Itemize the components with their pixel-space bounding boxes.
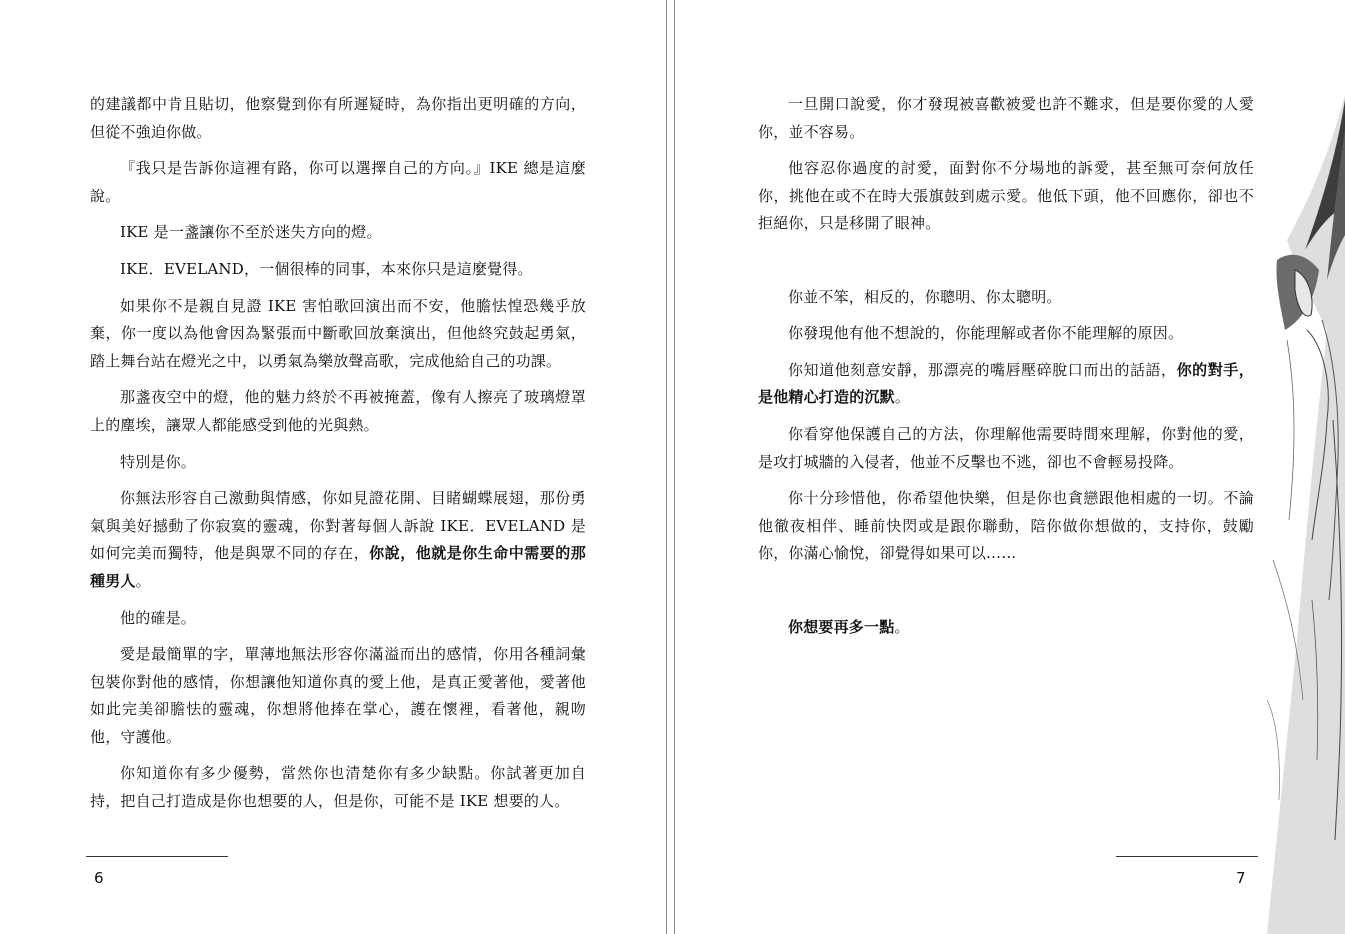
- text-run: 他的確是。: [120, 608, 197, 627]
- paragraph: [90, 384, 586, 439]
- paragraph: [90, 485, 586, 595]
- paragraph: [90, 760, 586, 815]
- left-page: [0, 0, 666, 934]
- text-run: 。: [135, 571, 151, 590]
- text-run: 。: [894, 617, 910, 636]
- paragraph: [90, 293, 586, 376]
- text-run: 特別是你。: [120, 452, 197, 471]
- paragraph-spacer: [758, 247, 1254, 284]
- paragraph-spacer: [758, 577, 1254, 614]
- illustration-hair-art: [1267, 0, 1345, 934]
- text-run: 那盞夜空中的燈，他的魅力終於不再被掩蓋，像有人擦亮了玻璃燈罩上的塵埃，讓眾人都能感受到他的光與熱。: [90, 388, 586, 434]
- paragraph: [90, 256, 586, 284]
- text-run: 你發現他有他不想說的，你能理解或者你不能理解的原因。: [788, 324, 1184, 343]
- text-run: 一旦開口說愛，你才發現被喜歡被愛也許不難求，但是要你愛的人愛你，並不容易。: [758, 95, 1254, 141]
- text-run: 你知道你有多少優勢，當然你也清楚你有多少缺點。你試著更加自持，把自己打造成是你也想要的人，但是你，可能不是 IKE 想要的人。: [90, 764, 586, 811]
- page-number: 6: [94, 869, 104, 887]
- bold-phrase: 你說，他就是你生命中需要的那種男人: [90, 544, 586, 590]
- paragraph: [90, 155, 586, 210]
- text-run: 。: [894, 388, 911, 407]
- paragraph: [758, 357, 1254, 412]
- paragraph: [758, 320, 1254, 348]
- text-run: 你並不笨，相反的，你聰明、你太聰明。: [788, 287, 1062, 306]
- paragraph: [758, 421, 1254, 476]
- text-run: IKE 是一盞讓你不至於迷失方向的燈。: [120, 223, 382, 242]
- text-run: 你知道他刻意安靜，那漂亮的嘴唇壓碎脫口而出的話語，: [788, 360, 1177, 379]
- text-run: 他容忍你過度的討愛，面對你不分場地的訴愛，甚至無可奈何放任你，挑他在或不在時大張旗鼓到處示愛。他低下頭，他不回應你，卻也不拒絕你，只是移開了眼神。: [758, 159, 1254, 233]
- paragraph: [758, 485, 1254, 568]
- bold-phrase: 你想要再多一點: [788, 617, 895, 636]
- paragraph: [758, 614, 1254, 642]
- text-run: 『我只是告訴你這裡有路，你可以選擇自己的方向。』IKE 總是這麼說。: [90, 159, 586, 205]
- right-page: [675, 0, 1345, 934]
- paragraph: [90, 449, 586, 477]
- paragraph: [90, 605, 586, 633]
- bold-phrase: 你的對手，是他精心打造的沉默: [758, 360, 1254, 407]
- footer-rule: [1116, 856, 1258, 857]
- right-page-text: [758, 91, 1254, 650]
- book-gutter: [666, 0, 675, 934]
- paragraph: [90, 91, 586, 146]
- paragraph: [758, 284, 1254, 312]
- text-run: IKE．EVELAND，一個很棒的同事，本來你只是這麼覺得。: [120, 259, 533, 278]
- text-run: 你無法形容自己激動與情感，你如見證花開、目睹蝴蝶展翅，那份勇氣與美好撼動了你寂寞的靈魂，你對著每個人訴說 IKE．EVELAND 是如何完美而獨特，他是與眾不同的存在，: [90, 489, 586, 563]
- paragraph: [758, 91, 1254, 146]
- text-run: 你十分珍惜他，你希望他快樂，但是你也貪戀跟他相處的一切。不論他徹夜相伴、睡前快閃或是跟你聯動，陪你做你想做的，支持你，鼓勵你，你滿心愉悅，卻覺得如果可以……: [758, 489, 1254, 563]
- text-run: 的建議都中肯且貼切，他察覺到你有所遲疑時，為你指出更明確的方向，但從不強迫你做。: [90, 95, 586, 141]
- left-page-text: [90, 91, 586, 825]
- text-run: 愛是最簡單的字，單薄地無法形容你滿溢而出的感情，你用各種詞彙包裝你對他的感情，你想讓他知道你真的愛上他，是真正愛著他，愛著他如此完美卻膽怯的靈魂，你想將他捧在掌心，護在懷裡，看著他，親吻他，守護他。: [90, 645, 586, 746]
- paragraph: [90, 219, 586, 247]
- paragraph: [90, 641, 586, 751]
- page-number: 7: [1236, 869, 1246, 887]
- paragraph: [758, 155, 1254, 238]
- footer-rule: [86, 856, 228, 857]
- text-run: 你看穿他保護自己的方法，你理解他需要時間來理解，你對他的愛，是攻打城牆的入侵者，他並不反擊也不逃，卻也不會輕易投降。: [758, 424, 1254, 471]
- text-run: 如果你不是親自見證 IKE 害怕歌回演出而不安，他膽怯惶恐幾乎放棄，你一度以為他會因為緊張而中斷歌回放棄演出，但他終究鼓起勇氣，踏上舞台站在燈光之中，以勇氣為樂放聲高歌，完成他給自己的功課。: [90, 296, 586, 370]
